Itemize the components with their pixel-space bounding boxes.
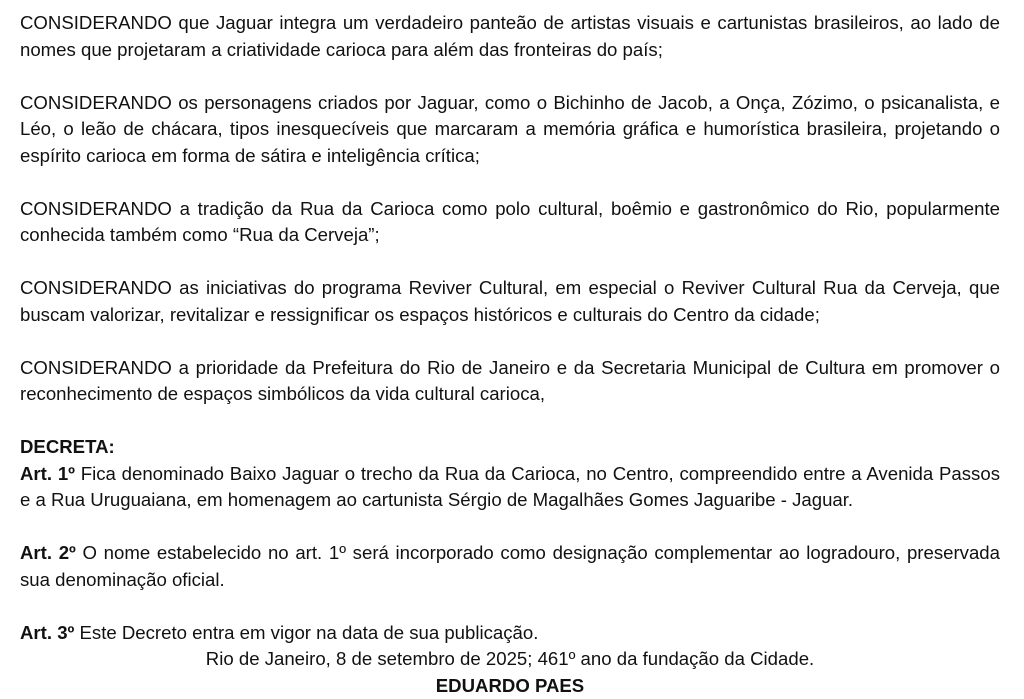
article-3 bbox=[20, 620, 1000, 647]
considerando-paragraph: CONSIDERANDO a tradição da Rua da Carioca como polo cultural, boêmio e gastronômico do Rio, popularmente conhecida também como “Rua da Cerveja”; bbox=[20, 196, 1000, 249]
considerando-paragraph: CONSIDERANDO os personagens criados por Jaguar, como o Bichinho de Jacob, a Onça, Zózimo, o psicanalista, e Léo, o leão de chácara, tipos inesquecíveis que marcaram a memória gráfica e humorística brasileira, projetando o espírito carioca em forma de sátira e inteligência crítica; bbox=[20, 90, 1000, 170]
considerando-paragraph: CONSIDERANDO as iniciativas do programa Reviver Cultural, em especial o Reviver Cultural Rua da Cerveja, que buscam valorizar, revitalizar e ressignificar os espaços históricos e culturais do Centro da cidade; bbox=[20, 275, 1000, 328]
decreta-heading: DECRETA: bbox=[20, 434, 1000, 461]
article-label: Art. 1º bbox=[20, 463, 75, 484]
article-label: Art. 2º bbox=[20, 542, 76, 563]
considerando-paragraph: CONSIDERANDO a prioridade da Prefeitura do Rio de Janeiro e da Secretaria Municipal de Cultura em promover o reconhecimento de espaços simbólicos da vida cultural carioca, bbox=[20, 355, 1000, 408]
article-text: O nome estabelecido no art. 1º será incorporado como designação complementar ao logradouro, preservada sua denominação oficial. bbox=[20, 542, 1000, 590]
closing-line: Rio de Janeiro, 8 de setembro de 2025; 461º ano da fundação da Cidade. bbox=[20, 646, 1000, 673]
article-1 bbox=[20, 461, 1000, 514]
considerando-paragraph: CONSIDERANDO que Jaguar integra um verdadeiro panteão de artistas visuais e cartunistas brasileiros, ao lado de nomes que projetaram a criatividade carioca para além das fronteiras do país; bbox=[20, 10, 1000, 63]
article-text: Este Decreto entra em vigor na data de sua publicação. bbox=[74, 622, 538, 643]
article-text: Fica denominado Baixo Jaguar o trecho da Rua da Carioca, no Centro, compreendido entre a Avenida Passos e a Rua Uruguaiana, em homenagem ao cartunista Sérgio de Magalhães Gomes Jaguaribe - Jaguar. bbox=[20, 463, 1000, 511]
article-2 bbox=[20, 540, 1000, 593]
signature: EDUARDO PAES bbox=[20, 673, 1000, 699]
article-label: Art. 3º bbox=[20, 622, 74, 643]
decree-document bbox=[20, 10, 1000, 699]
